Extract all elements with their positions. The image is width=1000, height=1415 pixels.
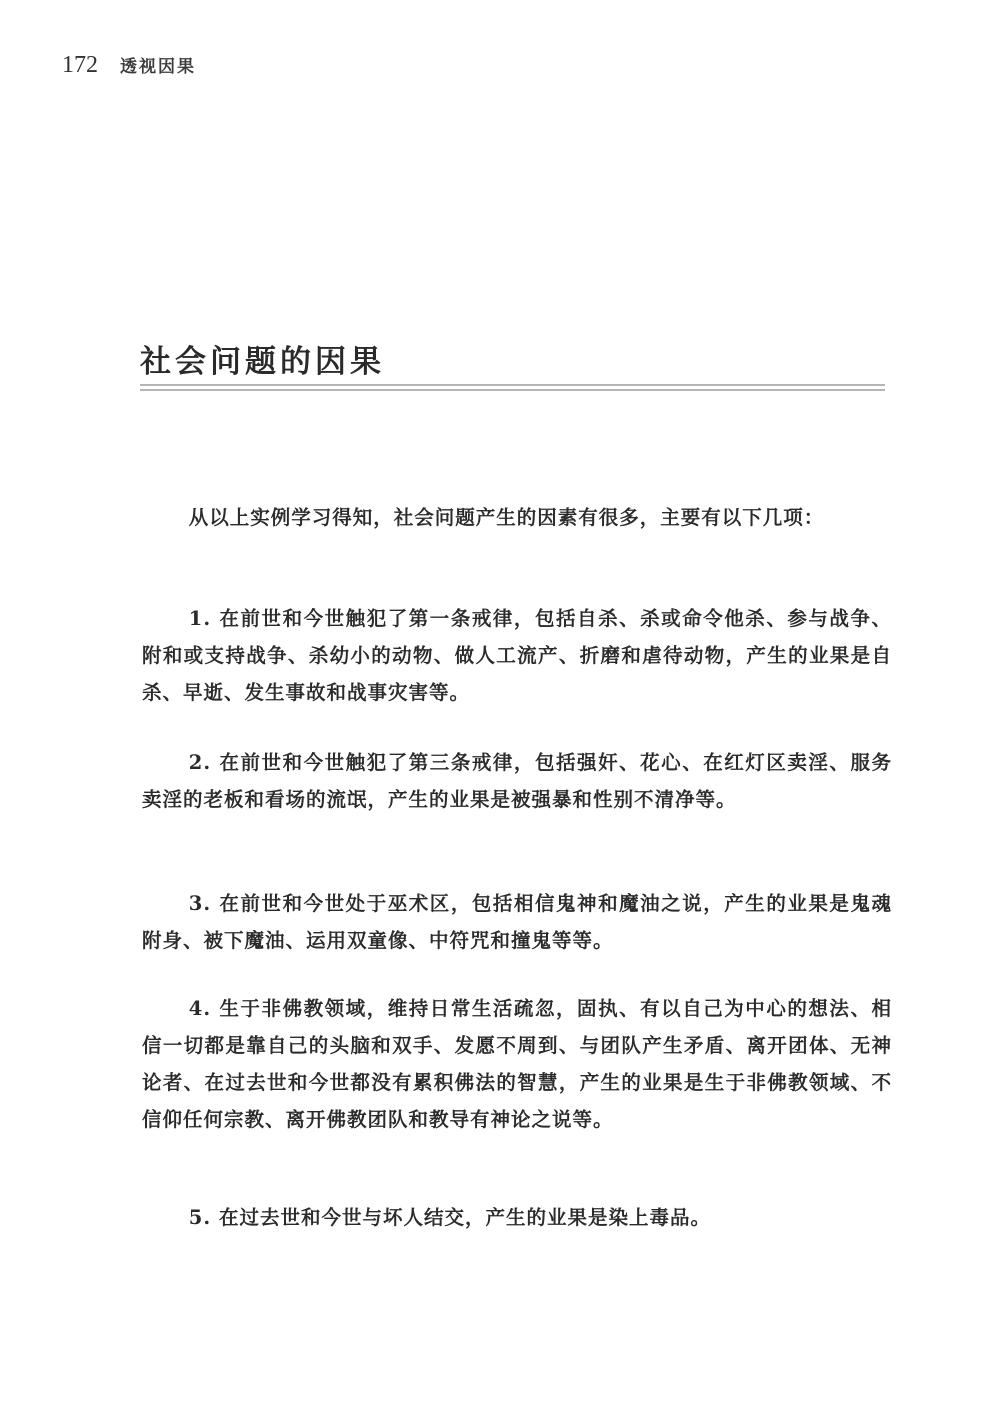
paragraph-item-3-block: [142, 885, 892, 959]
paragraph-item-2: 2. 在前世和今世触犯了第三条戒律，包括强奸、花心、在红灯区卖淫、服务卖淫的老板和看场的流氓，产生的业果是被强暴和性别不清净等。: [142, 751, 892, 811]
paragraph-item-2-block: [142, 744, 892, 818]
paragraph-item-5-block: [142, 1199, 892, 1236]
paragraph-item-1: 1. 在前世和今世触犯了第一条戒律，包括自杀、杀或命令他杀、参与战争、附和或支持战争、杀幼小的动物、做人工流产、折磨和虐待动物，产生的业果是自杀、早逝、发生事故和战事灾害等。: [142, 607, 892, 704]
paragraph-item-1-block: [142, 600, 892, 711]
paragraph-intro-block: [142, 499, 892, 536]
page-header: [62, 52, 196, 79]
paragraph-item-4-block: [142, 990, 892, 1138]
paragraph-item-5: 5. 在过去世和今世与坏人结交，产生的业果是染上毒品。: [188, 1206, 711, 1229]
paragraph-intro: 从以上实例学习得知，社会问题产生的因素有很多，主要有以下几项：: [188, 506, 825, 529]
running-title: 透视因果: [120, 57, 196, 77]
paragraph-item-3: 3. 在前世和今世处于巫术区，包括相信鬼神和魔油之说，产生的业果是鬼魂附身、被下魔油、运用双童像、中符咒和撞鬼等等。: [142, 892, 892, 952]
page-number: 172: [62, 52, 98, 78]
section-title: 社会问题的因果: [140, 344, 385, 380]
title-double-rule: [140, 384, 885, 391]
paragraph-item-4: 4. 生于非佛教领域，维持日常生活疏忽，固执、有以自己为中心的想法、相信一切都是靠自己的头脑和双手、发愿不周到、与团队产生矛盾、离开团体、无神论者、在过去世和今世都没有累积佛法的智慧，产生的业果是生于非佛教领域、不信仰任何宗教、离开佛教团队和教导有神论之说等。: [142, 997, 892, 1131]
